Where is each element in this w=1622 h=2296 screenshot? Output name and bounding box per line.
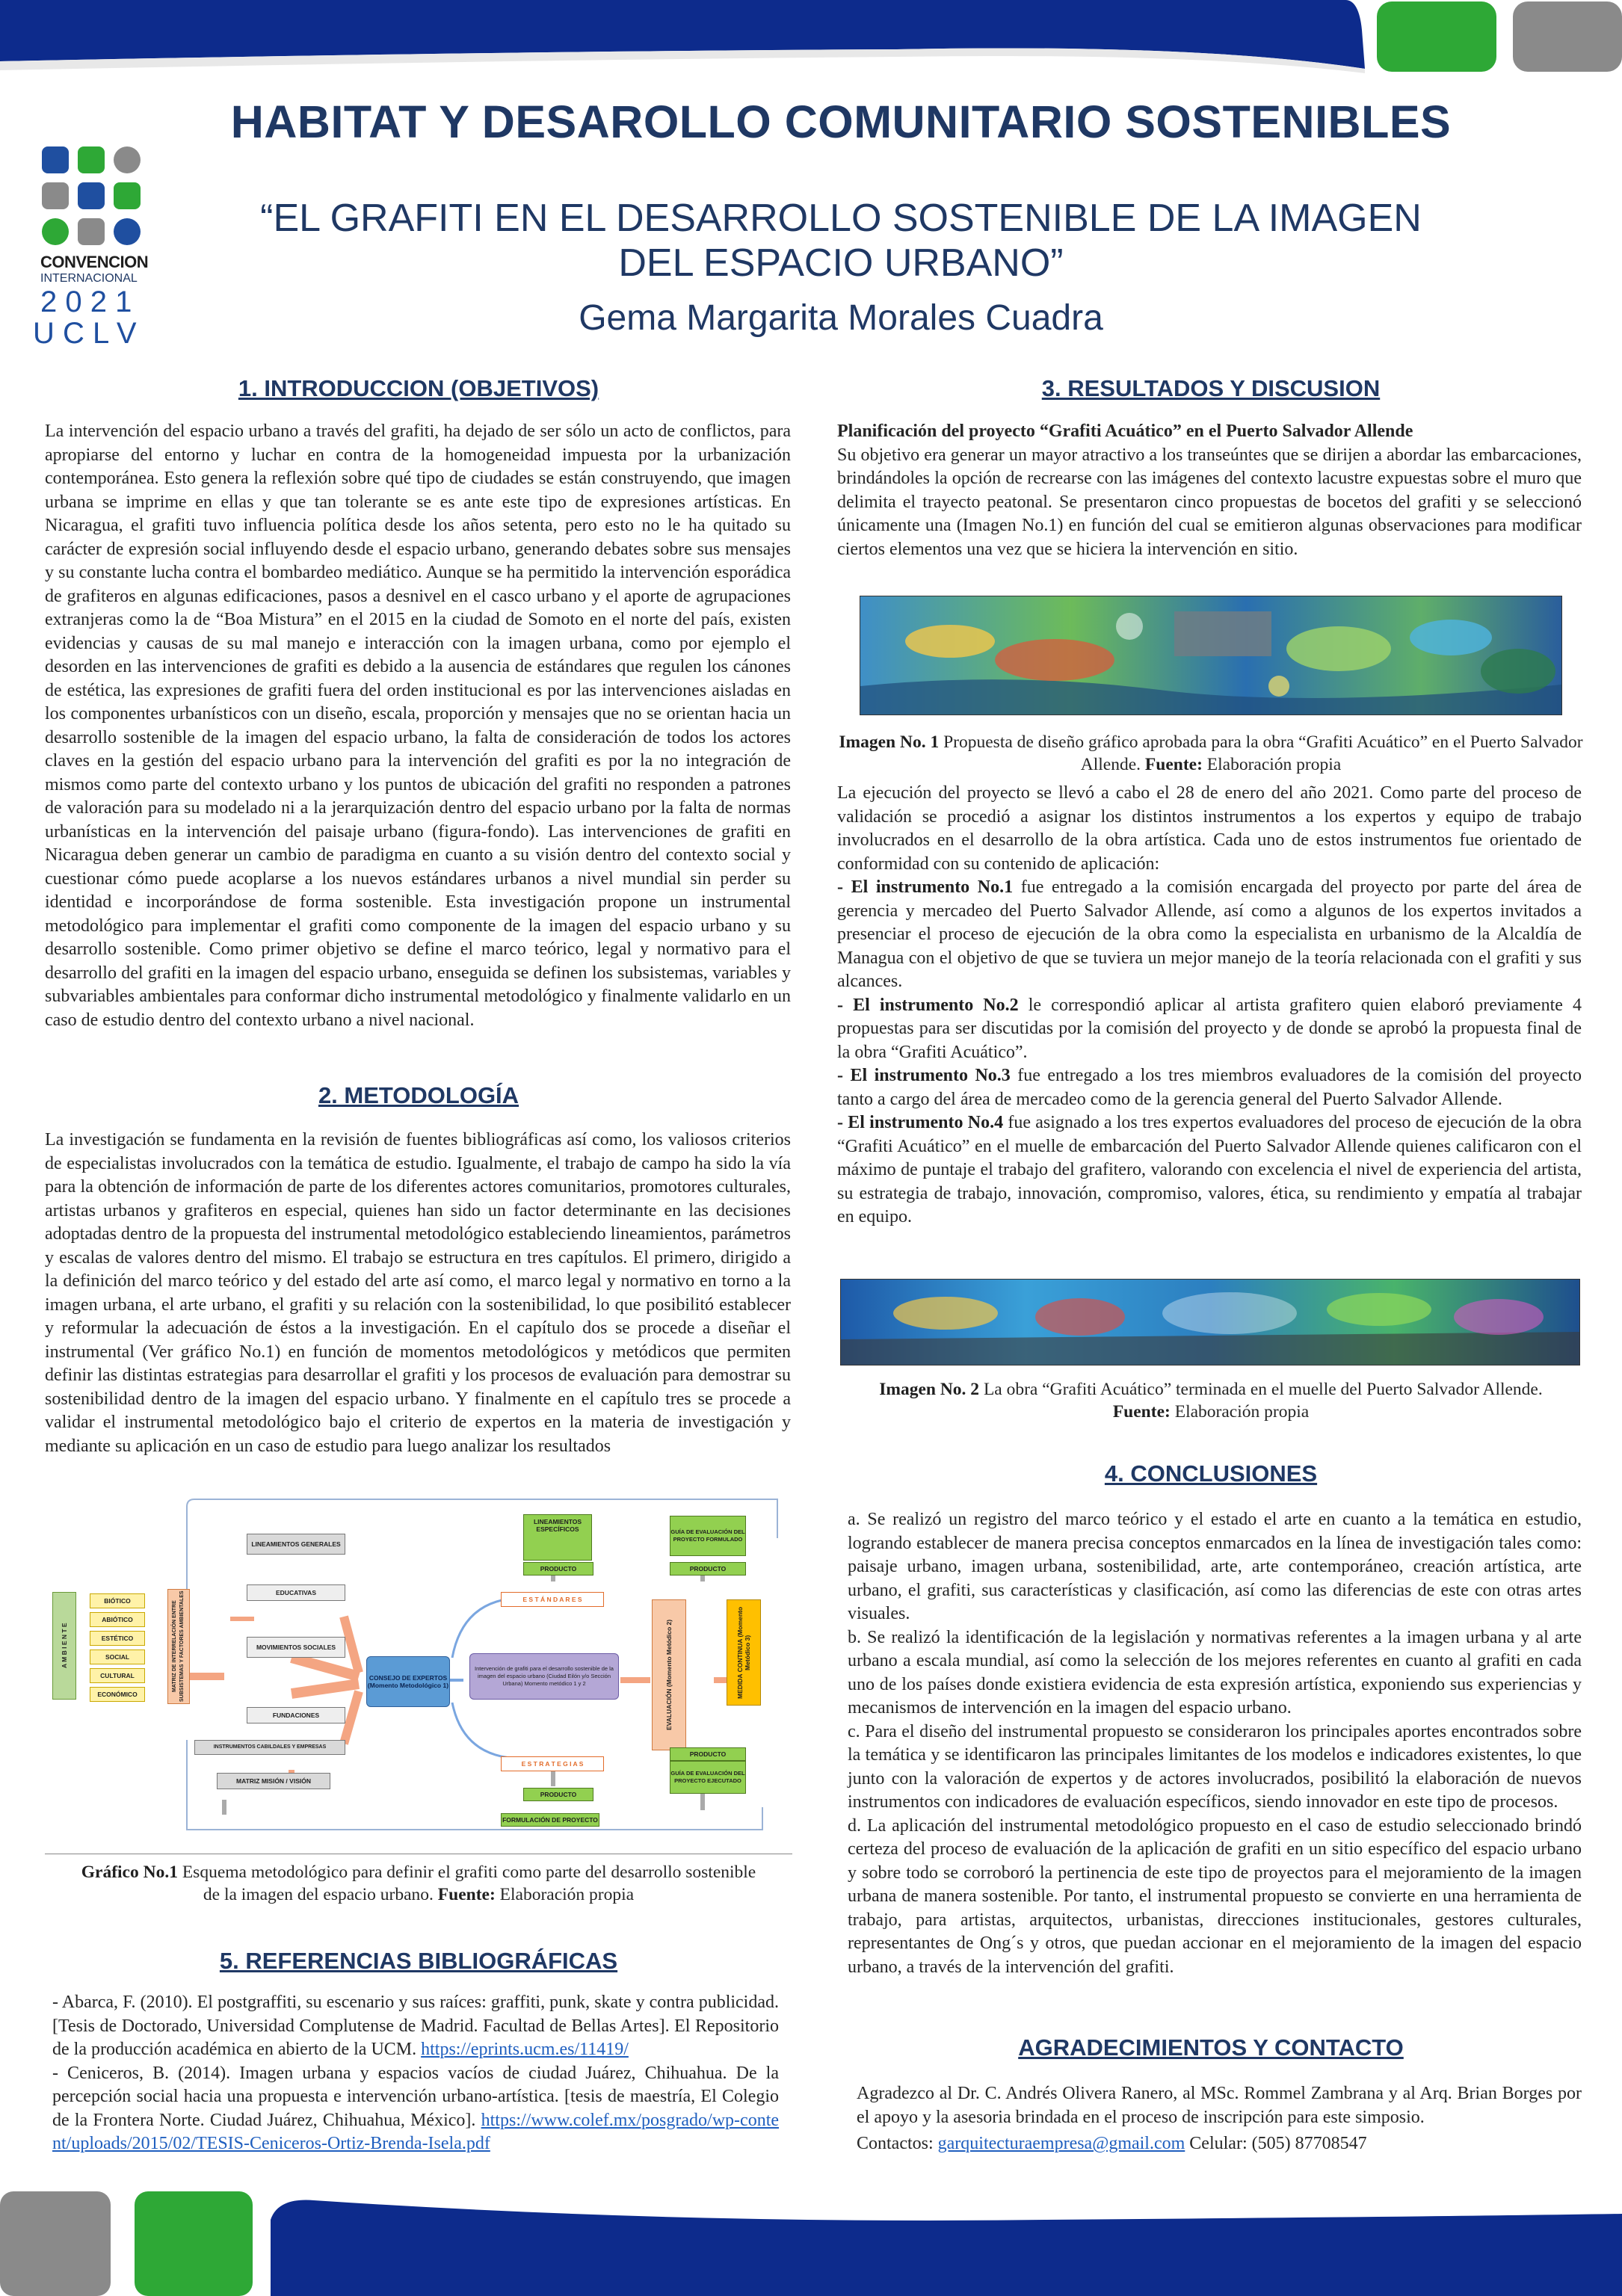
instrument-2-text: le correspondió aplicar al artista grafitero quien elaboró previamente 4 propuestas para ser discutidas por la comisión del proyecto y de donde se aprobó la propuesta final de la obra “Grafiti Acuático”. [837, 995, 1582, 1062]
poster-subtitle [217, 196, 1465, 286]
ambiente-box: A M B I E N T E [52, 1592, 76, 1700]
figure1-caption-line2 [45, 1883, 792, 1906]
conclusion-b: b. Se realizó la identificación de la legislación y normativas referentes a la imagen urbana y al arte urbano a escala mundial, así como la selección de los mejores referentes en cuanto al grafiti en cada uno de los países donde existiera evidencia de esta expresión artística, exponiendo sus experiencias y mecanismos de intervención en la imagen del espacio urbano. [848, 1627, 1582, 1718]
results-block-1 [837, 420, 1582, 561]
contact-phone: Celular: (505) 87708547 [1189, 2134, 1367, 2153]
ref2-text: - Ceniceros, B. (2014). Imagen urbana y espacios vacíos de ciudad Juárez, Chihuahua. De la percepción social hacia una propuesta e intervención urbano-artística. [tesis de maestría, El Colegio de la Frontera Norte. Ciudad Juárez, Chihuahua, México]. [52, 2063, 779, 2130]
logo-line2: INTERNACIONAL [40, 272, 138, 285]
factor-item: SOCIAL [90, 1650, 145, 1664]
image2-caption-line2 [837, 1401, 1585, 1423]
methodology-diagram [45, 1493, 792, 1845]
image2-source-label: Fuente: [1112, 1402, 1171, 1422]
factor-list [90, 1593, 145, 1706]
image2-caption [837, 1378, 1585, 1423]
instrument-1-label: - El instrumento No.1 [837, 877, 1014, 897]
lineamientos-esp-box: LINEAMIENTOS ESPECÍFICOS [523, 1514, 592, 1561]
consejo-box: CONSEJO DE EXPERTOS (Momento Metodológico 1) [366, 1656, 450, 1707]
contact-line [857, 2132, 1582, 2156]
instrument-4-label: - El instrumento No.4 [837, 1113, 1004, 1132]
image1-source: Elaboración propia [1206, 755, 1342, 774]
mural-proposal-image [860, 596, 1562, 715]
subtitle-line1: “EL GRAFITI EN EL DESARROLLO SOSTENIBLE DE LA IMAGEN [260, 197, 1422, 240]
logo-year: 2 0 2 1 [40, 286, 132, 318]
fundaciones-box: FUNDACIONES [247, 1707, 345, 1723]
educativas-box: EDUCATIVAS [247, 1584, 345, 1601]
conclusion-c: c. Para el diseño del instrumental propuesto se consideraron los principales aportes encontrados sobre la temática y se identificaron las principales limitantes de los modelos e indicadores existentes, lo que junto con la valoración de expertos y de actores involucrados, posibilitó la elaboración de nuevos instrumentos con indicadores de evaluación específicos, siendo innovador en este tipo de procesos. [848, 1721, 1582, 1812]
bottom-band [0, 2184, 1622, 2296]
author-name: Gema Margarita Morales Cuadra [579, 298, 1103, 338]
image2-text: La obra “Grafiti Acuático” terminada en el muelle del Puerto Salvador Allende. [983, 1380, 1543, 1399]
evaluacion-box: EVALUACIÓN (Momento Metódico 2) [652, 1599, 686, 1750]
producto-box-4: PRODUCTO [670, 1747, 746, 1761]
matrix-box: MATRIZ DE INTERRELACIÓN ENTRE SUBSISTEMAS Y FACTORES AMBIENTALES [167, 1589, 190, 1704]
figure1-source: Elaboración propia [499, 1885, 635, 1904]
ref-item-1 [52, 1991, 779, 2062]
matriz-mision-box: MATRIZ MISIÓN / VISIÓN [217, 1773, 330, 1789]
instrumentos-box: INSTRUMENTOS CABILDALES Y EMPRESAS [194, 1740, 345, 1755]
intro-text: La intervención del espacio urbano a través del grafiti, ha dejado de ser sólo un acto de conflictos, para apropiarse del entorno y luchar en contra de la homogeneidad impuesta por la urbanización contemporánea. Esto genera la reflexión sobre qué tipo de ciudades se están construyendo, que imagen urbana se imprime en ellas y que tan tolerante se es ante este tipo de expresiones artísticas. En Nicaragua, el grafiti tuvo influencia política desde los años setenta, pero esto no le ha quitado su carácter de expresión social influyendo desde el espacio urbano, generando debates sobre sus mensajes y su constante lucha contra el bombardeo mediático. Aunque se ha permitido la intervención esporádica de grafiteros en algunas edificaciones, pasos a desnivel en el casco urbano y el aporte de agrupaciones extranjeras como la de “Boa Mistura” en el 2015 en la ciudad de Somoto en el norte del país, existen evidencias y causas de su mal manejo e interacción con la imagen urbana, como por ejemplo el desorden en las intervenciones de grafiti es debido a la ausencia de estándares que regulen los cánones de estética, las expresiones de grafiti fuera del orden institucional es por las intervenciones aisladas en los componentes urbanísticos con un diseño, escala, proporción y mensajes que no se orientan hacia un desarrollo sostenible de la imagen del espacio urbano, la falta de consideración de todos los actores claves en la gestión del espacio urbano para la intervención del grafiti es por la no integración de mismos como parte del contexto urbano y los puntos de ubicación del grafiti no responden a patrones de valoración para su modelado ni a la jerarquización dentro del espacio urbano por la falta de normas urbanísticas en la intervención del paisaje urbano (figura-fondo). Las intervenciones de grafiti en Nicaragua deben generar un cambio de paradigma en cuanto a su visión dentro del contexto social y cuestionar cómo puede acoplarse a los nuevos estándares urbanos a nivel mundial sin perder su identidad e incorporándose de forma sostenible. Esta investigación propone un instrumental metodológico para implementar el grafiti como componente de la imagen del espacio urbano y su desarrollo sostenible. Como primer objetivo se define el marco teórico, legal y normativo para el desarrollo del grafiti en la imagen del espacio urbano, enseguida se definen los subsistemas, variables y subvariables ambientales para conformar dicho instrumental metodológico y finalmente validarlo en un caso de estudio dentro del contexto urbano a nivel nacional. [45, 422, 791, 1030]
ref1-link[interactable]: https://eprints.ucm.es/11419/ [421, 2040, 629, 2059]
producto-box-3: PRODUCTO [670, 1562, 746, 1576]
image2-label: Imagen No. 2 [879, 1380, 980, 1399]
instrument-3-label: - El instrumento No.3 [837, 1066, 1011, 1085]
contact-label: Contactos: [857, 2134, 934, 2153]
poster-title: HABITAT Y DESAROLLO COMUNITARIO SOSTENIBLES [230, 96, 1452, 147]
instrument-3 [837, 1064, 1582, 1111]
ref1-text: - Abarca, F. (2010). El postgraffiti, su escenario y sus raíces: graffiti, punk, skate y contra publicidad. [Tesis de Doctorado, Universidad Complutense de Madrid. Facultad de Bellas Artes]. El Repositorio de la producción académica en abierto de la UCM. [52, 1993, 779, 2059]
intervencion-box: Intervención de grafiti para el desarrollo sostenible de la imagen del espacio urbano (Ciudad Eilón y/o Sección Urbana) Momento metódico 1 y 2 [469, 1653, 619, 1700]
instrument-1 [837, 876, 1582, 994]
ref-item-2 [52, 2062, 779, 2156]
conclusions-list [848, 1508, 1582, 1979]
guia-formulado-box: GUÍA DE EVALUACIÓN DEL PROYECTO FORMULADO [670, 1516, 746, 1556]
thanks-text: Agradezco al Dr. C. Andrés Olivera Ranero, al MSc. Rommel Zambrana y al Arq. Brian Borges por el apoyo y la asesoria brindada en el proceso de inscripción para este simposio. [857, 2084, 1582, 2127]
instrument-1-text: fue entregado a la comisión encargada del proyecto por parte del área de gerencia y mercadeo del Puerto Salvador Allende, así como a algunos de los expertos invitados a presenciar el proceso de ejecución de la obra como la especialista en urbanismo de la Alcaldía de Managua con el objetivo de que se tuviera un mejor manejo de la teoría relacionada con el grafiti y sus alcances. [837, 877, 1582, 991]
results-subheading: Planificación del proyecto “Grafiti Acuático” en el Puerto Salvador Allende [837, 422, 1413, 441]
figure1-caption-line1 [45, 1861, 792, 1883]
convention-logo [30, 144, 157, 353]
estrategias-label: E S T R A T E G I A S [501, 1756, 604, 1771]
results-p1: Su objetivo era generar un mayor atractivo a los transeúntes que se dirijen a abordar las embarcaciones, brindándoles la opción de recrearse con las imágenes del contexto lacustre expuestas sobre el muro que delimita el trayecto peatonal. Se presentaron cinco propuestas de bocetos del grafiti y se seleccionó únicamente una (Imagen No.1) en función del cual se emitieron algunas observaciones para modificar ciertos elementos una vez que se hiciera la intervención en sitio. [837, 445, 1582, 559]
figure1-source-label: Fuente: [437, 1885, 496, 1904]
thanks-block [857, 2082, 1582, 2156]
conclusion-d: d. La aplicación del instrumental metodológico propuesto en el caso de estudio seleccionado brindó certeza del proceso de evaluación de la aplicación de grafiti en un sitio específico del espacio urbano y sobre todo se corroboró la pertinencia de este tipo de proyectos para el mejoramiento de la imagen urbana de manera sostenible. Por tanto, el instrumental propuesto se convierte en una herramienta de trabajo, para artistas, arquitectos, urbanistas, direcciones institucionales, gestores culturales, representantes de Ong´s y otros, que puedan accionar en el mejoramiento de la imagen del espacio urbano, a través de la intervención del grafiti. [848, 1815, 1582, 1977]
instrument-2-label: - El instrumento No.2 [837, 995, 1019, 1015]
mural-proposal-art [860, 596, 1561, 715]
figure1-label: Gráfico No.1 [81, 1863, 178, 1882]
producto-box-1: PRODUCTO [523, 1562, 593, 1576]
method-heading: 2. METODOLOGÍA [318, 1082, 519, 1108]
logo-org: U C L V [33, 317, 137, 350]
figure1-text1: Esquema metodológico para definir el grafiti como parte del desarrollo sostenible [182, 1863, 756, 1882]
logo-mark-icon [39, 144, 151, 248]
image2-source: Elaboración propia [1174, 1402, 1310, 1422]
refs-list [52, 1991, 779, 2156]
top-band [0, 0, 1622, 90]
factor-item: BIÓTICO [90, 1593, 145, 1608]
conclusions-heading: 4. CONCLUSIONES [1104, 1460, 1318, 1487]
instrument-2 [837, 994, 1582, 1065]
results-heading: 3. RESULTADOS Y DISCUSION [1041, 375, 1381, 401]
results-block-2 [837, 782, 1582, 1229]
contact-email-link[interactable]: garquitecturaempresa@gmail.com [937, 2134, 1185, 2153]
instrument-3-text: fue entregado a los tres miembros evaluadores de la comisión del proyecto tanto a cargo del área de mercadeo como de la gerencia general del Puerto Salvador Allende. [837, 1066, 1582, 1109]
finished-mural-art [841, 1280, 1579, 1365]
ref2-link[interactable]: https://www.colef.mx/posgrado/wp-content/uploads/2015/02/TESIS-Ceniceros-Ortiz-Brenda-Isela.pdf [52, 2110, 780, 2153]
intro-heading: 1. INTRODUCCION (OBJETIVOS) [238, 375, 599, 401]
medida-box: MEDIDA CONTINUA (Momento Metódico 3) [727, 1599, 761, 1706]
finished-mural-image [840, 1279, 1580, 1365]
logo-line1: CONVENCION [40, 253, 149, 271]
results-p2: La ejecución del proyecto se llevó a cabo el 28 de enero del año 2021. Como parte del proceso de validación se procedió a asignar los distintos instrumentos a los expertos y equipo de trabajo involucrados en el desarrollo de la obra artística. Cada uno de estos instrumentos fue orientado de conformidad con su contenido de aplicación: [837, 783, 1582, 874]
image2-caption-line1 [837, 1378, 1585, 1401]
instrument-4 [837, 1111, 1582, 1229]
factor-item: ECONÓMICO [90, 1687, 145, 1702]
conclusion-a: a. Se realizó un registro del marco teórico y el estado el arte en cuanto a la temática en estudio, logrando establecer de manera precisa conceptos enmarcados en la línea de investigación tales como: paisaje urbano, imagen urbana, sostenibilidad, arte, arte contemporáneo, creación artística, arte urbano, el grafiti, sus características y clasificación, así como las diferencias de este con otras artes visuales. [848, 1510, 1582, 1623]
method-text: La investigación se fundamenta en la revisión de fuentes bibliográficas así como, los valiosos criterios de especialistas involucrados con la temática de estudio. Igualmente, el trabajo de campo ha sido la vía para la obtención de información de parte de los diferentes actores comunitarios, promotores culturales, artistas urbanos y grafiteros en especial, quienes han sido un factor determinante en las decisiones adoptadas dentro de la propuesta del instrumental metodológico estableciendo lineamientos, parámetros y escalas de valores dentro del mismo. El trabajo se estructura en tres capítulos. El primero, dirigido a la definición del marco teórico y del estado del arte así como, el marco legal y normativo en torno a la imagen urbana, el arte urbano, el grafiti y su relación con la sostenibilidad, lo que posibilitó establecer y reformular la adecuación de éstos a la investigación. En el capítulo dos se procede a diseñar el instrumental (Ver gráfico No.1) en función de momentos metodológicos y metódicos que permiten definir las distintas estrategias para desarrollar el grafiti y los procesos de evaluación para demostrar su sostenibilidad dentro de la imagen del espacio urbano. Y finalmente en el capítulo tres se procede a validar el instrumental metodológico bajo el criterio de expertos en la materia de investigación y mediante su aplicación en un caso de estudio para luego analizar los resultados [45, 1130, 791, 1456]
factor-item: CULTURAL [90, 1668, 145, 1683]
guia-ejecutado-box: GUÍA DE EVALUACIÓN DEL PROYECTO EJECUTADO [670, 1761, 746, 1794]
subtitle-line2: DEL ESPACIO URBANO” [618, 241, 1064, 285]
producto-box-2: PRODUCTO [523, 1788, 593, 1801]
factor-item: ESTÉTICO [90, 1631, 145, 1646]
estandares-label: E S T Á N D A R E S [501, 1592, 604, 1607]
figure1-text2: de la imagen del espacio urbano. [203, 1885, 434, 1904]
formulacion-box: FORMULACIÓN DE PROYECTO [501, 1813, 599, 1827]
image1-source-label: Fuente: [1144, 755, 1203, 774]
factor-item: ABIÓTICO [90, 1612, 145, 1627]
image1-text: Propuesta de diseño gráfico aprobada para la obra “Grafiti Acuático” en el Puerto Salvador Allende. [943, 732, 1583, 774]
image1-label: Imagen No. 1 [839, 732, 940, 752]
figure1-caption [45, 1861, 792, 1906]
image1-caption [837, 731, 1585, 776]
movimientos-box: MOVIMIENTOS SOCIALES [247, 1637, 345, 1658]
refs-heading: 5. REFERENCIAS BIBLIOGRÁFICAS [219, 1948, 618, 1974]
thanks-heading: AGRADECIMIENTOS Y CONTACTO [1018, 2034, 1404, 2061]
lineamientos-box: LINEAMIENTOS GENERALES [247, 1534, 345, 1555]
instrument-4-text: fue asignado a los tres expertos evaluadores del proceso de ejecución de la obra “Grafiti Acuático” en el muelle de embarcación del Puerto Salvador Allende quienes calificaron con el máximo de puntaje el trabajo del grafitero, valorando con excelencia el nivel de experiencia del artista, su estrategia de trabajo, innovación, compromiso, valores, ética, su rendimiento y empatía al trabajar en equipo. [837, 1113, 1582, 1226]
